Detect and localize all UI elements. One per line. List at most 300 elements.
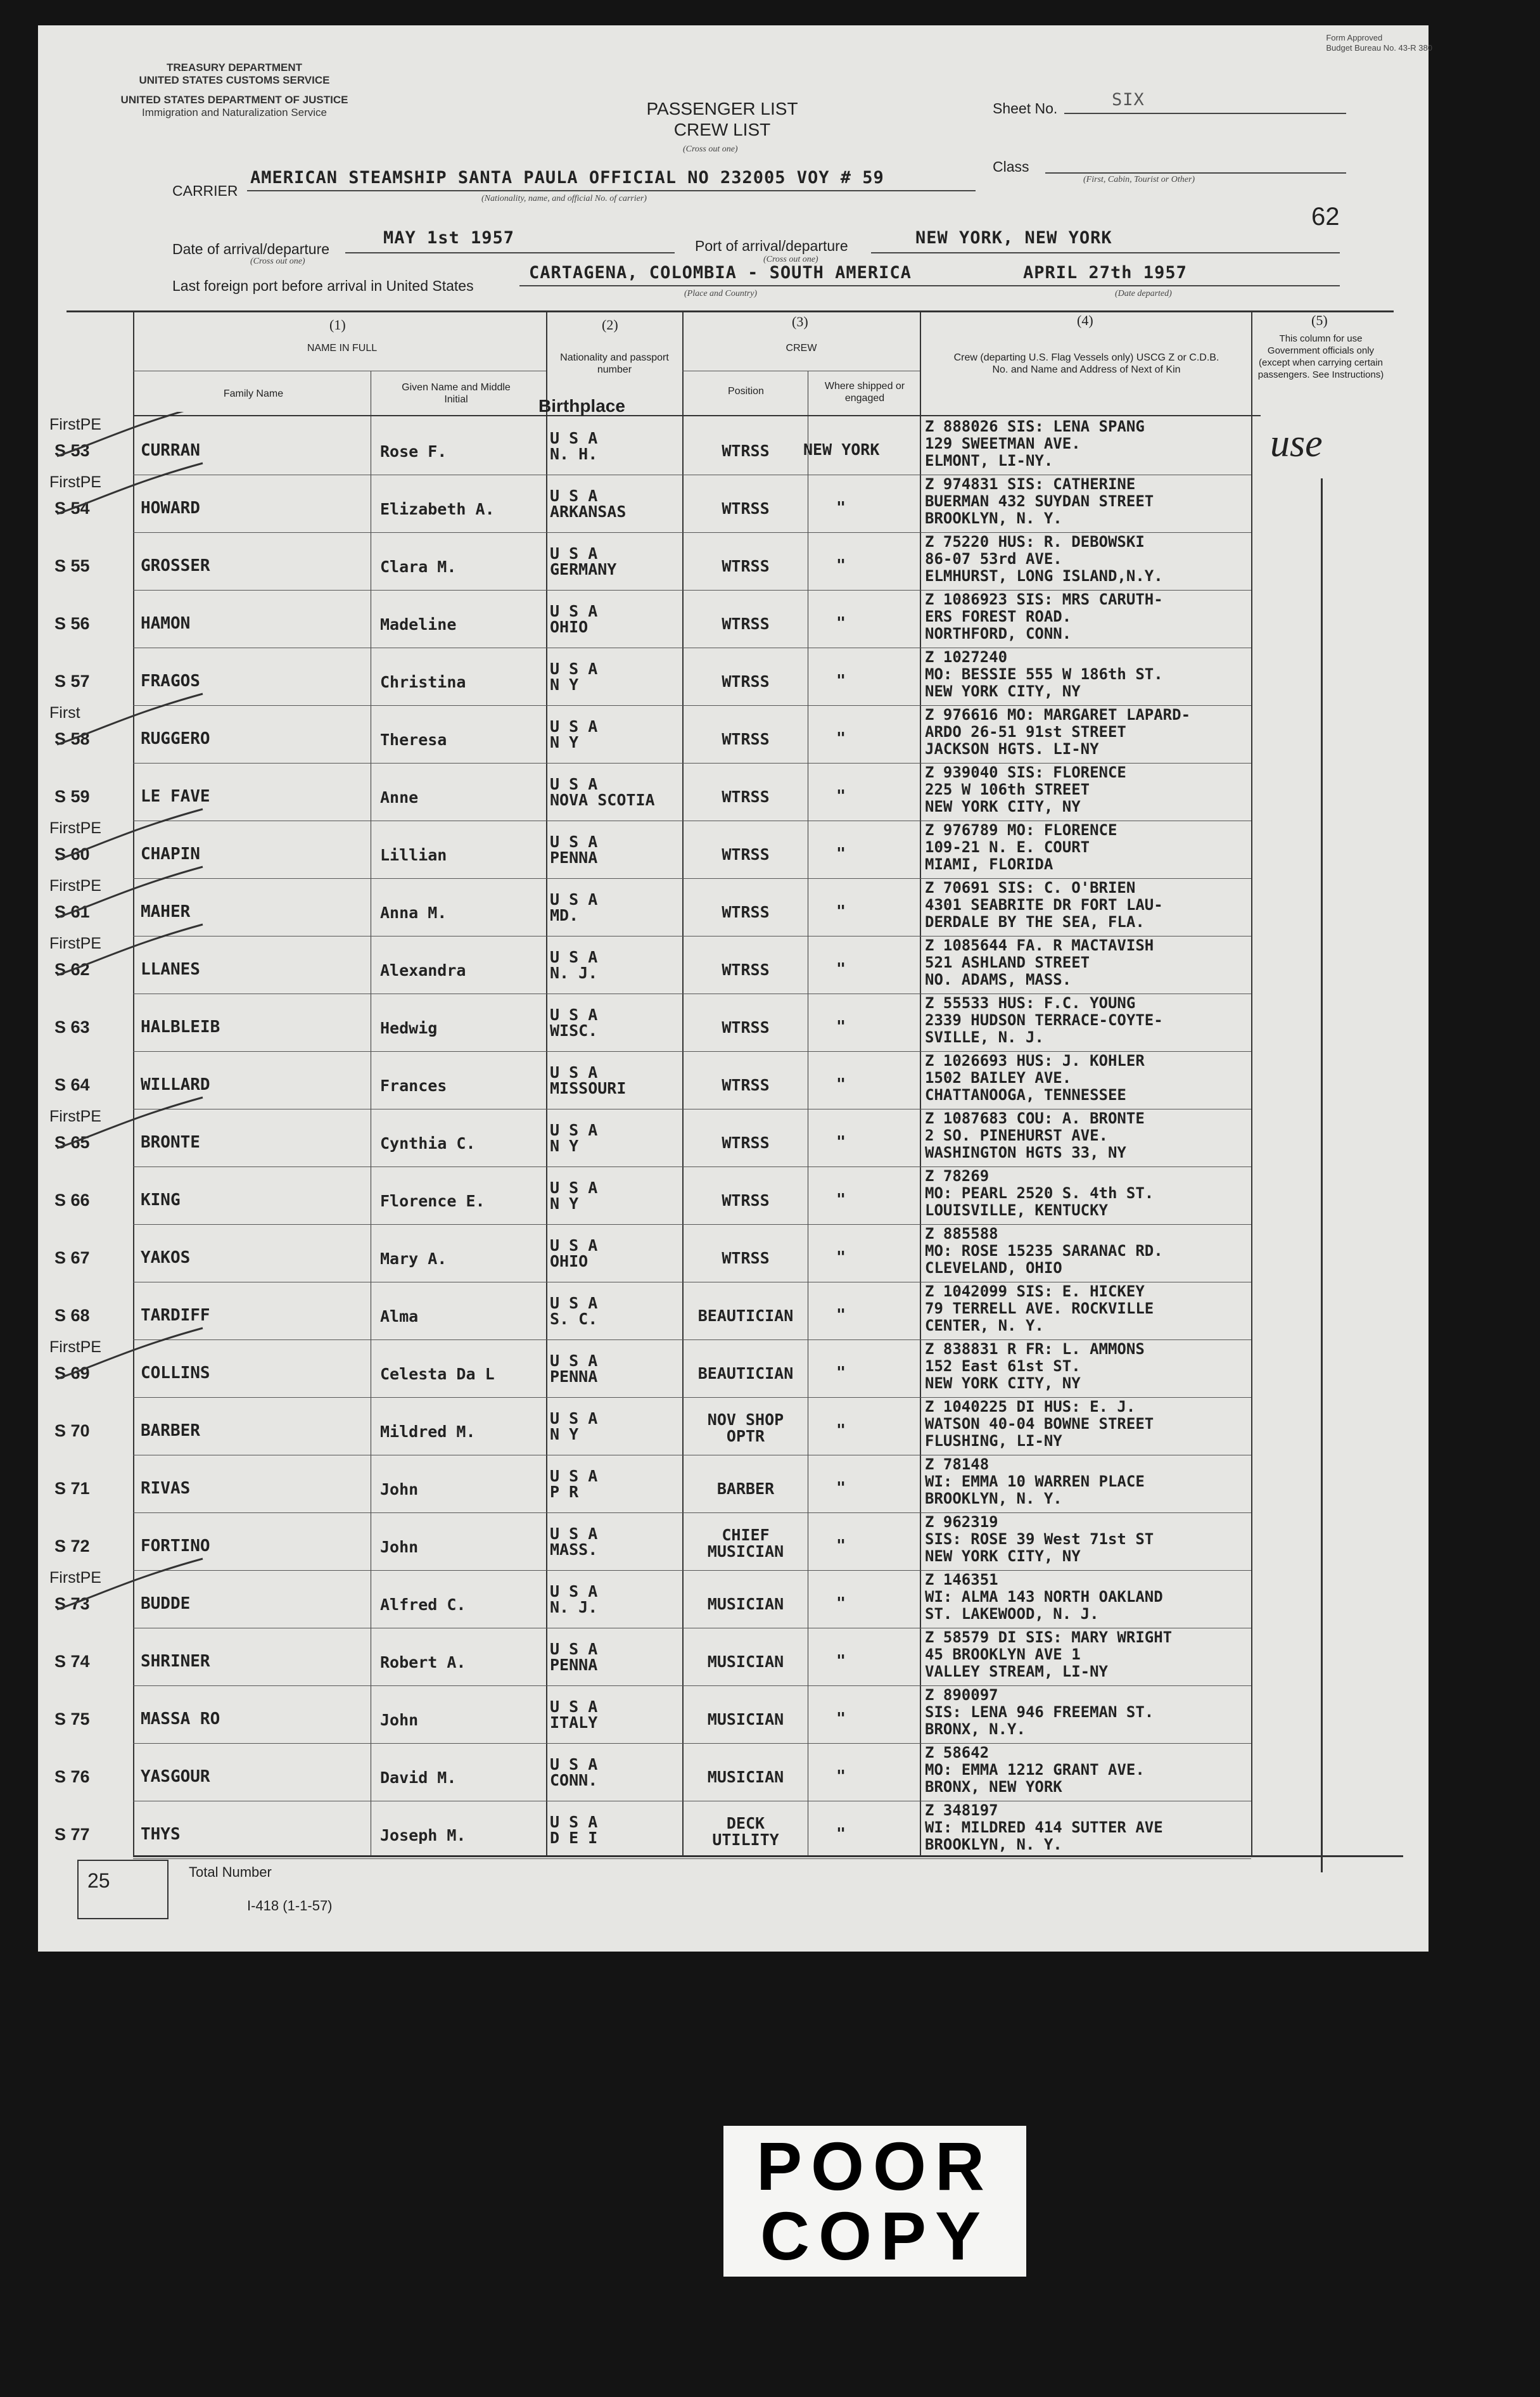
arrival-label: Date of arrival/departure <box>172 241 330 257</box>
row-family-name: CURRAN <box>141 441 200 460</box>
row-nationality-place: CONN. <box>550 1771 598 1789</box>
col4-number: (4) <box>1077 312 1093 328</box>
row-given-name: Theresa <box>380 731 447 749</box>
row-position: WTRSS <box>722 788 770 806</box>
row-where-shipped: " <box>836 1248 846 1266</box>
row-serial-number: S 56 <box>54 614 90 633</box>
row-given-name: Mary A. <box>380 1250 447 1268</box>
row-serial-number: S 76 <box>54 1767 90 1786</box>
row-where-shipped: " <box>836 1017 846 1035</box>
row-position: WTRSS <box>722 1134 770 1152</box>
row-next-of-kin-line: BRONX, NEW YORK <box>925 1778 1062 1796</box>
last-port-line <box>519 285 1340 286</box>
row-next-of-kin-line: Z 55533 HUS: F.C. YOUNG <box>925 994 1136 1012</box>
row-serial-number: S 72 <box>54 1537 90 1556</box>
form-approved: Form Approved Budget Bureau No. 43-R 380 <box>1326 33 1432 53</box>
row-next-of-kin-line: WATSON 40-04 BOWNE STREET <box>925 1415 1154 1433</box>
row-where-shipped: " <box>836 786 846 805</box>
port-value: NEW YORK, NEW YORK <box>915 228 1112 248</box>
row-family-name: MASSA RO <box>141 1710 220 1729</box>
row-next-of-kin-line: WI: EMMA 10 WARREN PLACE <box>925 1473 1145 1490</box>
row-nationality-country: U S A <box>550 1524 598 1543</box>
row-position-line2: MUSICIAN <box>707 1542 784 1561</box>
departed-value: APRIL 27th 1957 <box>1023 263 1187 283</box>
poor-copy-line1: POOR <box>756 2128 994 2204</box>
col3-title: CREW <box>786 343 817 354</box>
row-nationality-place: N. J. <box>550 1598 598 1616</box>
row-position: WTRSS <box>722 1191 770 1210</box>
row-serial-number: S 70 <box>54 1421 90 1440</box>
row-next-of-kin-line: Z 58579 DI SIS: MARY WRIGHT <box>925 1628 1173 1646</box>
row-firstpe-mark: FirstPE <box>49 1108 101 1125</box>
row-nationality-place: N Y <box>550 1425 579 1443</box>
row-next-of-kin-line: Z 78148 <box>925 1455 990 1473</box>
row-family-name: SHRINER <box>141 1652 210 1671</box>
row-next-of-kin-line: BROOKLYN, N. Y. <box>925 509 1062 527</box>
row-nationality-country: U S A <box>550 890 598 909</box>
row-position: WTRSS <box>722 499 770 518</box>
row-next-of-kin-line: 521 ASHLAND STREET <box>925 954 1090 971</box>
row-nationality-country: U S A <box>550 544 598 563</box>
firstpe-tick <box>57 1559 203 1609</box>
row-where-shipped: " <box>836 613 846 632</box>
row-serial-number: S 74 <box>54 1652 90 1671</box>
firstpe-tick <box>57 694 203 745</box>
class-note: (First, Cabin, Tourist or Other) <box>1083 175 1195 184</box>
row-family-name: GROSSER <box>141 556 210 575</box>
row-family-name: LLANES <box>141 960 200 979</box>
row-serial-number: S 75 <box>54 1710 90 1729</box>
row-position: WTRSS <box>722 1249 770 1267</box>
row-serial-number: S 59 <box>54 787 90 806</box>
row-next-of-kin-line: 1502 BAILEY AVE. <box>925 1069 1072 1087</box>
row-next-of-kin-line: 79 TERRELL AVE. ROCKVILLE <box>925 1300 1154 1317</box>
row-next-of-kin-line: FLUSHING, LI-NY <box>925 1432 1062 1450</box>
row-serial-number: S 67 <box>54 1248 90 1267</box>
row-next-of-kin-line: 2339 HUDSON TERRACE-COYTE- <box>925 1011 1163 1029</box>
row-family-name: WILLARD <box>141 1075 210 1094</box>
row-position: BEAUTICIAN <box>697 1364 794 1383</box>
row-firstpe-mark: FirstPE <box>49 473 101 491</box>
class-label: Class <box>993 158 1029 175</box>
col1-number: (1) <box>329 317 346 333</box>
row-next-of-kin-line: Z 1040225 DI HUS: E. J. <box>925 1398 1136 1416</box>
row-next-of-kin-line: Z 1027240 <box>925 648 1008 666</box>
last-port-label: Last foreign port before arrival in United States <box>172 278 474 294</box>
row-given-name: Alma <box>380 1307 419 1326</box>
agency-line-1: TREASURY DEPARTMENT <box>166 61 303 74</box>
row-family-name: HALBLEIB <box>141 1018 220 1037</box>
row-given-name: Rose F. <box>380 442 447 461</box>
row-next-of-kin-line: 4301 SEABRITE DR FORT LAU- <box>925 896 1163 914</box>
row-nationality-place: D E I <box>550 1829 598 1847</box>
row-nationality-country: U S A <box>550 1697 598 1716</box>
row-next-of-kin-line: Z 838831 R FR: L. AMMONS <box>925 1340 1145 1358</box>
row-family-name: COLLINS <box>141 1364 210 1383</box>
row-nationality-country: U S A <box>550 602 598 620</box>
row-serial-number: S 55 <box>54 556 90 575</box>
row-given-name: John <box>380 1480 419 1499</box>
row-family-name: KING <box>141 1191 181 1210</box>
row-nationality-country: U S A <box>550 1006 598 1024</box>
row-position: DECK <box>726 1814 765 1832</box>
row-next-of-kin-line: Z 1026693 HUS: J. KOHLER <box>925 1052 1145 1070</box>
row-serial-number: S 53 <box>54 441 90 460</box>
row-family-name: THYS <box>141 1825 181 1844</box>
row-next-of-kin-line: ELMONT, LI-NY. <box>925 452 1053 470</box>
row-firstpe-mark: FirstPE <box>49 1569 101 1587</box>
arrival-value: MAY 1st 1957 <box>383 228 515 248</box>
row-given-name: Hedwig <box>380 1019 438 1037</box>
class-line <box>1045 172 1346 174</box>
firstpe-tick <box>57 924 203 975</box>
row-given-name: Anne <box>380 788 419 807</box>
row-family-name: RUGGERO <box>141 729 210 748</box>
row-where-shipped: " <box>836 1536 846 1554</box>
row-where-shipped: " <box>836 729 846 747</box>
row-nationality-country: U S A <box>550 1813 598 1831</box>
row-serial-number: S 66 <box>54 1191 90 1210</box>
row-position: WTRSS <box>722 1076 770 1094</box>
row-next-of-kin-line: MO: ROSE 15235 SARANAC RD. <box>925 1242 1163 1260</box>
col-divider-4 <box>920 310 921 1857</box>
row-given-name: Florence E. <box>380 1192 485 1210</box>
row-nationality-country: U S A <box>550 833 598 851</box>
row-where-shipped: " <box>836 1132 846 1151</box>
row-next-of-kin-line: BRONX, N.Y. <box>925 1720 1026 1738</box>
row-serial-number: S 58 <box>54 729 90 748</box>
row-family-name: BUDDE <box>141 1594 191 1613</box>
carrier-label: CARRIER <box>172 182 238 199</box>
firstpe-tick <box>57 1328 203 1379</box>
row-nationality-country: U S A <box>550 1179 598 1197</box>
row-where-shipped: " <box>836 1075 846 1093</box>
row-position: WTRSS <box>722 845 770 864</box>
row-serial-number: S 71 <box>54 1479 90 1498</box>
row-nationality-place: N. J. <box>550 964 598 982</box>
row-nationality-country: U S A <box>550 660 598 678</box>
row-nationality-place: ARKANSAS <box>550 502 627 521</box>
row-next-of-kin-line: SIS: ROSE 39 West 71st ST <box>925 1530 1154 1548</box>
row-next-of-kin-line: 109-21 N. E. COURT <box>925 838 1090 856</box>
row-next-of-kin-line: ARDO 26-51 91st STREET <box>925 723 1126 741</box>
row-nationality-place: ITALY <box>550 1713 598 1732</box>
firstpe-tick <box>57 867 203 917</box>
row-given-name: Joseph M. <box>380 1826 466 1844</box>
row-given-name: Robert A. <box>380 1653 466 1672</box>
row-where-shipped: " <box>836 1709 846 1727</box>
row-nationality-place: N. H. <box>550 445 598 463</box>
row-next-of-kin-line: 2 SO. PINEHURST AVE. <box>925 1127 1108 1144</box>
col2-birthplace-handwritten: Birthplace <box>538 396 625 416</box>
row-position: MUSICIAN <box>707 1710 784 1729</box>
row-next-of-kin-line: Z 146351 <box>925 1571 998 1588</box>
row-firstpe-mark: First <box>49 704 80 722</box>
col4-title: Crew (departing U.S. Flag Vessels only) USCG Z or C.D.B. No. and Name and Address of Next of Kin <box>953 352 1219 375</box>
row-nationality-country: U S A <box>550 1294 598 1312</box>
col5-handwritten-line <box>1321 478 1323 1872</box>
row-serial-number: S 63 <box>54 1018 90 1037</box>
row-next-of-kin-line: 129 SWEETMAN AVE. <box>925 435 1081 452</box>
row-family-name: RIVAS <box>141 1479 191 1498</box>
firstpe-tick <box>57 412 203 456</box>
row-serial-number: S 60 <box>54 845 90 864</box>
agency-line-2: UNITED STATES CUSTOMS SERVICE <box>139 74 330 86</box>
row-next-of-kin-line: NO. ADAMS, MASS. <box>925 971 1072 988</box>
row-family-name: YASGOUR <box>141 1767 210 1786</box>
row-next-of-kin-line: DERDALE BY THE SEA, FLA. <box>925 913 1145 931</box>
port-line <box>871 252 1340 253</box>
row-where-shipped: " <box>836 556 846 574</box>
row-next-of-kin-line: Z 962319 <box>925 1513 998 1531</box>
row-family-name: FORTINO <box>141 1537 210 1556</box>
firstpe-tick-marks <box>38 412 418 1869</box>
row-position-line2: UTILITY <box>712 1831 779 1849</box>
row-position: WTRSS <box>722 442 770 460</box>
row-where-shipped: " <box>836 902 846 920</box>
row-next-of-kin-line: Z 75220 HUS: R. DEBOWSKI <box>925 533 1145 551</box>
row-nationality-country: U S A <box>550 1121 598 1139</box>
row-position: BEAUTICIAN <box>697 1307 794 1325</box>
row-family-name: CHAPIN <box>141 845 200 864</box>
row-next-of-kin-line: Z 1042099 SIS: E. HICKEY <box>925 1282 1145 1300</box>
row-serial-number: S 57 <box>54 672 90 691</box>
port-label: Port of arrival/departure <box>695 238 848 254</box>
row-next-of-kin-line: ELMHURST, LONG ISLAND,N.Y. <box>925 567 1163 585</box>
row-where-shipped: " <box>836 1824 846 1843</box>
row-family-name: BARBER <box>141 1421 200 1440</box>
row-where-shipped: " <box>836 1363 846 1381</box>
row-nationality-place: N Y <box>550 733 579 751</box>
row-where-shipped: " <box>836 1767 846 1785</box>
col-divider-5 <box>1251 310 1252 1857</box>
col5-title: This column for use Government officials only (except when carrying certain passengers. See Instructions) <box>1257 333 1384 380</box>
row-position: MUSICIAN <box>707 1652 784 1671</box>
agency-line-3: UNITED STATES DEPARTMENT OF JUSTICE <box>120 94 348 106</box>
row-next-of-kin-line: 45 BROOKLYN AVE 1 <box>925 1646 1081 1663</box>
row-where-shipped: " <box>836 1305 846 1324</box>
carrier-note: (Nationality, name, and official No. of carrier) <box>481 194 647 203</box>
row-nationality-place: N Y <box>550 1194 579 1213</box>
row-nationality-country: U S A <box>550 1467 598 1485</box>
row-given-name: Lillian <box>380 846 447 864</box>
row-serial-number: S 62 <box>54 960 90 979</box>
row-firstpe-mark: FirstPE <box>49 877 101 895</box>
row-next-of-kin-line: SVILLE, N. J. <box>925 1028 1044 1046</box>
row-nationality-country: U S A <box>550 429 598 447</box>
row-next-of-kin-line: MIAMI, FLORIDA <box>925 855 1053 873</box>
row-next-of-kin-line: 225 W 106th STREET <box>925 781 1090 798</box>
col-divider-3 <box>682 310 684 1857</box>
row-nationality-country: U S A <box>550 1236 598 1255</box>
col1b-title: Given Name and Middle Initial <box>402 382 511 405</box>
row-nationality-country: U S A <box>550 775 598 793</box>
col3b-title: Where shipped or engaged <box>824 381 905 404</box>
row-where-shipped: " <box>836 671 846 689</box>
row-nationality-country: U S A <box>550 1755 598 1774</box>
row-position: WTRSS <box>722 730 770 748</box>
row-firstpe-mark: FirstPE <box>49 416 101 433</box>
row-nationality-place: P R <box>550 1483 579 1501</box>
row-next-of-kin-line: Z 890097 <box>925 1686 998 1704</box>
col1a-title: Family Name <box>223 388 284 399</box>
row-position: BARBER <box>716 1480 775 1498</box>
row-position: WTRSS <box>722 903 770 921</box>
row-nationality-place: MISSOURI <box>550 1079 627 1097</box>
row-next-of-kin-line: WI: MILDRED 414 SUTTER AVE <box>925 1819 1163 1836</box>
row-where-shipped: " <box>836 1651 846 1670</box>
row-where-shipped: " <box>836 1478 846 1497</box>
sheet-value: SIX <box>1112 90 1145 110</box>
total-value: 25 <box>87 1869 110 1892</box>
row-serial-number: S 61 <box>54 902 90 921</box>
row-nationality-place: OHIO <box>550 1252 589 1270</box>
row-next-of-kin-line: BROOKLYN, N. Y. <box>925 1836 1062 1853</box>
agency-line-4: Immigration and Naturalization Service <box>142 106 327 118</box>
row-nationality-country: U S A <box>550 1640 598 1658</box>
title-note: (Cross out one) <box>683 144 738 154</box>
title-passenger-list: PASSENGER LIST <box>646 99 798 118</box>
row-nationality-country: U S A <box>550 487 598 505</box>
row-next-of-kin-line: Z 58642 <box>925 1744 990 1761</box>
row-next-of-kin-line: Z 888026 SIS: LENA SPANG <box>925 418 1145 435</box>
row-where-shipped: " <box>836 498 846 516</box>
row-nationality-place: NOVA SCOTIA <box>550 791 655 809</box>
row-given-name: Elizabeth A. <box>380 500 495 518</box>
col-divider-2 <box>546 310 547 1857</box>
poor-copy-card <box>723 2126 1026 2277</box>
port-note: (Cross out one) <box>763 255 818 264</box>
title-crew-list: CREW LIST <box>673 120 771 139</box>
row-next-of-kin-line: NEW YORK CITY, NY <box>925 1547 1081 1565</box>
row-given-name: Alexandra <box>380 961 466 980</box>
table-top-border <box>67 310 1394 312</box>
row-family-name: HOWARD <box>141 499 200 518</box>
row-next-of-kin-line: WI: ALMA 143 NORTH OAKLAND <box>925 1588 1163 1606</box>
row-position: MUSICIAN <box>707 1768 784 1786</box>
row-position: CHIEF <box>722 1526 770 1544</box>
row-firstpe-mark: FirstPE <box>49 935 101 952</box>
place-note: (Place and Country) <box>684 289 758 298</box>
row-nationality-country: U S A <box>550 1063 598 1082</box>
row-given-name: Mildred M. <box>380 1422 476 1441</box>
row-next-of-kin-line: 152 East 61st ST. <box>925 1357 1081 1375</box>
row-next-of-kin-line: Z 1085644 FA. R MACTAVISH <box>925 936 1154 954</box>
row-next-of-kin-line: Z 1087683 COU: A. BRONTE <box>925 1109 1145 1127</box>
row-next-of-kin-line: ERS FOREST ROAD. <box>925 608 1072 625</box>
row-next-of-kin-line: MO: PEARL 2520 S. 4th ST. <box>925 1184 1154 1202</box>
row-next-of-kin-line: MO: EMMA 1212 GRANT AVE. <box>925 1761 1145 1779</box>
row-where-shipped: NEW YORK <box>803 440 880 459</box>
row-nationality-country: U S A <box>550 1352 598 1370</box>
row-given-name: John <box>380 1711 419 1729</box>
row-next-of-kin-line: NEW YORK CITY, NY <box>925 682 1081 700</box>
departed-note: (Date departed) <box>1115 289 1172 298</box>
row-position: WTRSS <box>722 1018 770 1037</box>
row-next-of-kin-line: JACKSON HGTS. LI-NY <box>925 740 1099 758</box>
row-next-of-kin-line: 86-07 53rd AVE. <box>925 550 1062 568</box>
row-nationality-place: MD. <box>550 906 579 924</box>
row-serial-number: S 65 <box>54 1133 90 1152</box>
firstpe-tick <box>57 463 203 514</box>
form-number: I-418 (1-1-57) <box>247 1898 333 1914</box>
row-nationality-place: N Y <box>550 675 579 694</box>
row-given-name: David M. <box>380 1768 457 1787</box>
row-next-of-kin-line: BROOKLYN, N. Y. <box>925 1490 1062 1507</box>
row-firstpe-mark: FirstPE <box>49 1338 101 1356</box>
row-where-shipped: " <box>836 1421 846 1439</box>
row-next-of-kin-line: Z 1086923 SIS: MRS CARUTH- <box>925 591 1163 608</box>
row-nationality-country: U S A <box>550 948 598 966</box>
row-position-line2: OPTR <box>726 1427 765 1445</box>
row-given-name: Cynthia C. <box>380 1134 476 1153</box>
row-serial-number: S 73 <box>54 1594 90 1613</box>
row-position: WTRSS <box>722 961 770 979</box>
row-next-of-kin-line: NORTHFORD, CONN. <box>925 625 1072 642</box>
row-given-name: Clara M. <box>380 558 457 576</box>
page-number-handwritten: 62 <box>1311 203 1340 231</box>
row-next-of-kin-line: LOUISVILLE, KENTUCKY <box>925 1201 1108 1219</box>
row-family-name: TARDIFF <box>141 1306 210 1325</box>
row-next-of-kin-line: WASHINGTON HGTS 33, NY <box>925 1144 1126 1161</box>
last-port-value: CARTAGENA, COLOMBIA - SOUTH AMERICA <box>529 263 912 283</box>
row-where-shipped: " <box>836 1190 846 1208</box>
row-nationality-country: U S A <box>550 1582 598 1601</box>
col3-number: (3) <box>792 314 808 329</box>
poor-copy-line2: COPY <box>760 2197 990 2274</box>
row-where-shipped: " <box>836 844 846 862</box>
row-family-name: BRONTE <box>141 1133 200 1152</box>
row-nationality-place: S. C. <box>550 1310 598 1328</box>
carrier-line <box>247 190 976 191</box>
row-where-shipped: " <box>836 959 846 978</box>
row-given-name: Alfred C. <box>380 1595 466 1614</box>
sheet-label: Sheet No. <box>993 100 1058 117</box>
arrival-line <box>345 252 675 253</box>
total-label: Total Number <box>189 1864 272 1880</box>
row-serial-number: S 54 <box>54 499 90 518</box>
row-next-of-kin-line: Z 976616 MO: MARGARET LAPARD- <box>925 706 1191 724</box>
row-family-name: FRAGOS <box>141 672 200 691</box>
row-next-of-kin-line: MO: BESSIE 555 W 186th ST. <box>925 665 1163 683</box>
sheet-line <box>1064 113 1346 114</box>
row-serial-number: S 69 <box>54 1364 90 1383</box>
row-given-name: Christina <box>380 673 466 691</box>
row-firstpe-mark: FirstPE <box>49 819 101 837</box>
row-given-name: Anna M. <box>380 904 447 922</box>
row-next-of-kin-line: CHATTANOOGA, TENNESSEE <box>925 1086 1126 1104</box>
row-nationality-place: PENNA <box>550 848 598 867</box>
row-family-name: MAHER <box>141 902 191 921</box>
row-position: NOV SHOP <box>707 1410 784 1429</box>
row-next-of-kin-line: Z 348197 <box>925 1801 998 1819</box>
row-nationality-place: OHIO <box>550 618 589 636</box>
row-position: MUSICIAN <box>707 1595 784 1613</box>
row-next-of-kin-line: CENTER, N. Y. <box>925 1317 1044 1334</box>
row-next-of-kin-line: ST. LAKEWOOD, N. J. <box>925 1605 1099 1623</box>
col1-title: NAME IN FULL <box>307 343 378 354</box>
row-next-of-kin-line: NEW YORK CITY, NY <box>925 798 1081 815</box>
row-next-of-kin-line: VALLEY STREAM, LI-NY <box>925 1663 1108 1680</box>
row-given-name: Frances <box>380 1077 447 1095</box>
row-family-name: YAKOS <box>141 1248 191 1267</box>
row-nationality-place: PENNA <box>550 1656 598 1674</box>
row-position: WTRSS <box>722 557 770 575</box>
row-next-of-kin-line: Z 78269 <box>925 1167 990 1185</box>
row-position: WTRSS <box>722 615 770 633</box>
col5-handwritten-mark: use <box>1270 422 1323 465</box>
carrier-value: AMERICAN STEAMSHIP SANTA PAULA OFFICIAL NO 232005 VOY # 59 <box>250 168 884 188</box>
